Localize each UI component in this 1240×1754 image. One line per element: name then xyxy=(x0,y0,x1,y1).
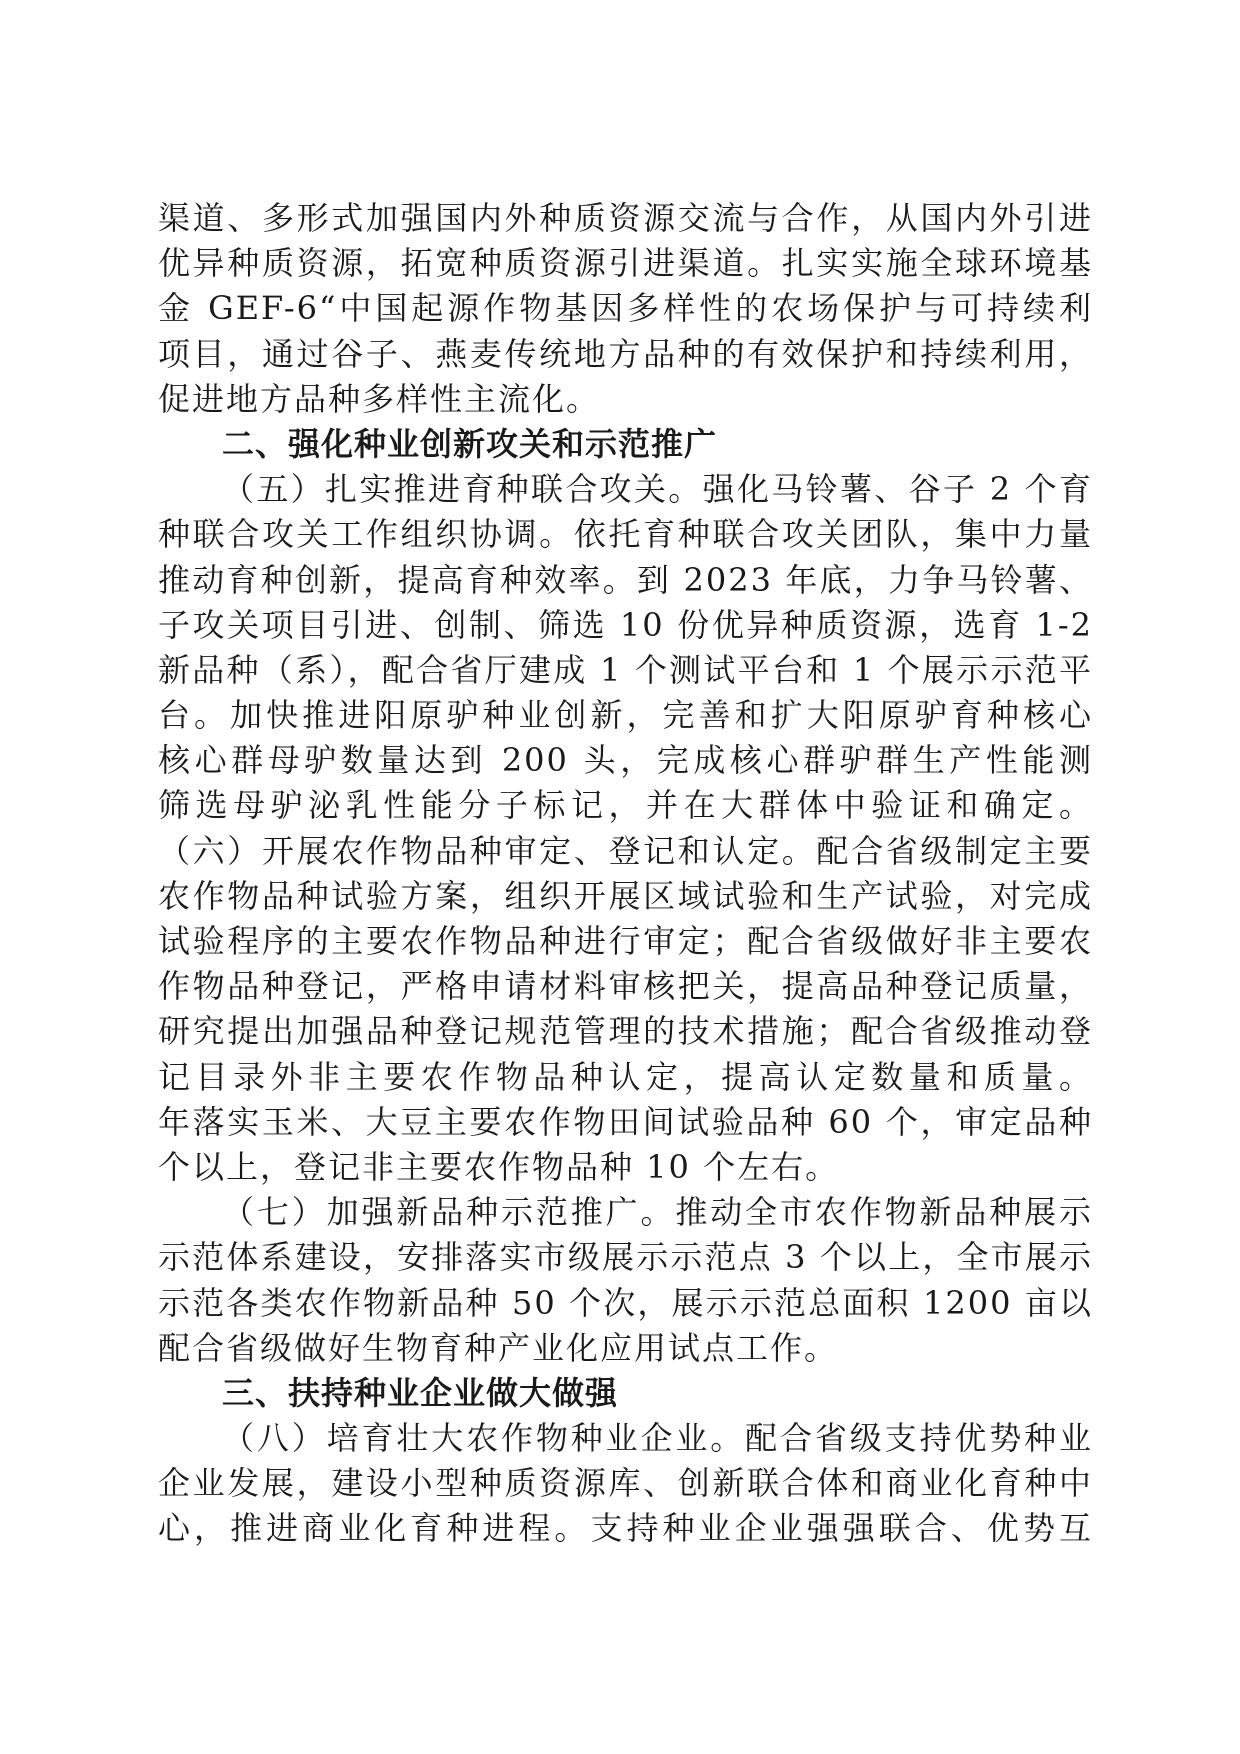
text-line: 项目，通过谷子、燕麦传统地方品种的有效保护和持续利用， xyxy=(158,334,1093,373)
text-line: 试验程序的主要农作物品种进行审定；配合省级做好非主要农 xyxy=(158,922,1093,960)
text-line: （六）开展农作物品种审定、登记和认定。配合省级制定主要 xyxy=(158,831,1093,870)
text-line: （七）加强新品种示范推广。推动全市农作物新品种展示 xyxy=(222,1193,1093,1232)
text-line: 研究提出加强品种登记规范管理的技术措施；配合省级推动登 xyxy=(158,1012,1093,1051)
text-line: 作物品种登记，严格申请材料审核把关，提高品种登记质量， xyxy=(158,967,1093,1006)
text-line: 农作物品种试验方案，组织开展区域试验和生产试验，对完成 xyxy=(158,876,1093,915)
text-line: 心，推进商业化育种进程。支持种业企业强强联合、优势互 xyxy=(158,1509,1093,1548)
text-line: 推动育种创新，提高育种效率。到 2023 年底，力争马铃薯、 xyxy=(158,560,1093,599)
text-line: （八）培育壮大农作物种业企业。配合省级支持优势种业 xyxy=(222,1419,1093,1458)
text-line: 核心群母驴数量达到 200 头，完成核心群驴群生产性能测 xyxy=(158,741,1093,780)
text-line: 记目录外非主要农作物品种认定，提高认定数量和质量。 xyxy=(158,1057,1093,1096)
document-body xyxy=(158,196,1093,1552)
text-line: 金 GEF-6“中国起源作物基因多样性的农场保护与可持续利 xyxy=(158,289,1093,328)
text-line: 筛选母驴泌乳性能分子标记，并在大群体中验证和确定。 xyxy=(158,786,1093,825)
text-line: 优异种质资源，拓宽种质资源引进渠道。扎实实施全球环境基 xyxy=(158,244,1093,283)
text-line: 示范各类农作物新品种 50 个次，展示示范总面积 1200 亩以 xyxy=(158,1283,1093,1322)
text-line: 渠道、多形式加强国内外种质资源交流与合作，从国内外引进 xyxy=(158,199,1093,237)
text-line: 企业发展，建设小型种质资源库、创新联合体和商业化育种中 xyxy=(158,1464,1093,1503)
text-line: （五）扎实推进育种联合攻关。强化马铃薯、谷子 2 个育 xyxy=(222,470,1093,509)
text-line: 新品种（系），配合省厅建成 1 个测试平台和 1 个展示示范平 xyxy=(158,650,1093,689)
section-heading: 二、强化种业创新攻关和示范推广 xyxy=(222,424,718,463)
text-line: 促进地方品种多样性主流化。 xyxy=(158,379,601,418)
text-line: 子攻关项目引进、创制、筛选 10 份优异种质资源，选育 1-2 xyxy=(158,605,1093,644)
text-line: 年落实玉米、大豆主要农作物田间试验品种 60 个，审定品种 xyxy=(158,1102,1093,1141)
text-line: 个以上，登记非主要农作物品种 10 个左右。 xyxy=(158,1147,840,1186)
text-line: 示范体系建设，安排落实市级展示示范点 3 个以上，全市展示 xyxy=(158,1238,1093,1277)
text-line: 配合省级做好生物育种产业化应用试点工作。 xyxy=(158,1328,839,1367)
section-heading: 三、扶持种业企业做大做强 xyxy=(222,1373,619,1412)
text-line: 台。加快推进阳原驴种业创新，完善和扩大阳原驴育种核心 xyxy=(158,696,1093,735)
text-line: 种联合攻关工作组织协调。依托育种联合攻关团队，集中力量 xyxy=(158,515,1093,554)
